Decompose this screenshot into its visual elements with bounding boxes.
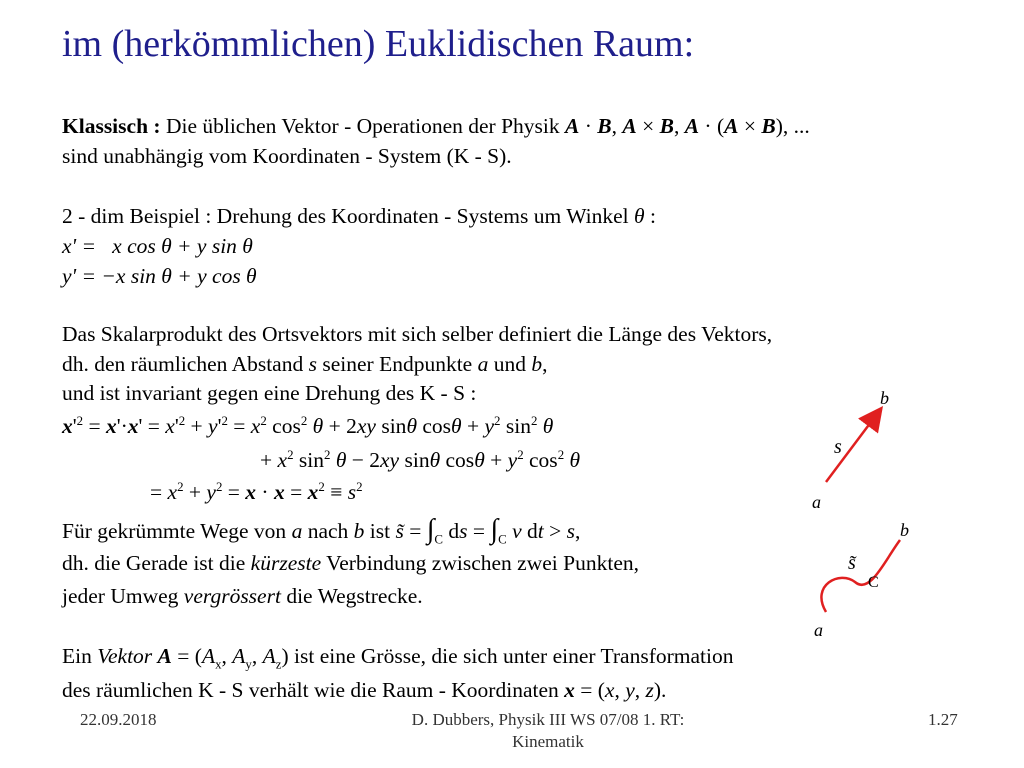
text-line-6: Das Skalarprodukt des Ortsvektors mit sich selber definiert die Länge des Vektors, (62, 322, 773, 346)
equation-length-1: $x'^2 = x'\cdot x' = x'^2 + y'^2 = x^2$ $\cos^2 \theta + 2xy$ sinθ $\cos\theta + y^2$ $\sin^2 \theta$ (62, 413, 554, 438)
equation-y-prime: y' = −x sin θ + y cos θ (62, 264, 257, 288)
text-line-8: und ist invariant gegen eine Drehung des K - S : (62, 381, 477, 405)
label-bot-a: a (814, 620, 823, 640)
label-bot-c: C (868, 574, 879, 591)
text-line-13: dh. die Gerade ist die kürzeste Verbindung zwischen zwei Punkten, (62, 551, 639, 575)
text-line-14: jeder Umweg vergrössert die Wegstrecke. (62, 584, 423, 608)
curved-path-c (821, 540, 900, 612)
label-top-a: a (812, 492, 821, 512)
equation-length-3: = $x^2 + y^2 = x \cdot x = x^2 \equiv s^2$ (150, 479, 363, 504)
label-bot-s-tilde: s̃ (848, 552, 856, 574)
text-line-15: Ein Vektor $A = (A_x$, $A_y$, $A_z$) ist eine Grösse, die sich unter einer Transformation (62, 644, 734, 672)
slide-title: im (herkömmlichen) Euklidischen Raum: (62, 23, 695, 65)
footer-date: 22.09.2018 (80, 710, 157, 729)
footer-page-number: 1.27 (928, 710, 958, 729)
footer-center-line1: D. Dubbers, Physik III WS 07/08 1. RT: (411, 710, 685, 729)
footer-center (383, 710, 713, 752)
label-top-s: s (834, 436, 842, 458)
text-line-1: Klassisch : Die üblichen Vektor - Operationen der Physik A · B, A × B, A · (A × B), ... (62, 114, 810, 138)
text-line-7: dh. den räumlichen Abstand s seiner Endpunkte a und b, (62, 352, 548, 376)
footer-center-line2: Kinematik (512, 732, 584, 751)
text-line-16: des räumlichen K - S verhält wie die Raum - Koordinaten x = (x, y, z). (62, 678, 667, 702)
text-line-3: 2 - dim Beispiel : Drehung des Koordinaten - Systems um Winkel θ : (62, 204, 656, 228)
label-top-b: b (880, 388, 889, 408)
equation-length-2: + $x^2$ $\sin^2 \theta - 2xy$ sinθ $\cos\theta + y^2$ $\cos^2 \theta$ (260, 447, 581, 472)
text-line-2: sind unabhängig vom Koordinaten - System (K - S). (62, 144, 512, 168)
text-line-12: Für gekrümmte Wege von a nach b ist s̃ = $\int_C$ ds = $\int_C$ v dt > s, (62, 514, 581, 547)
equation-x-prime: x' = x cos θ + y sin θ (62, 234, 253, 258)
label-bot-b: b (900, 520, 909, 540)
